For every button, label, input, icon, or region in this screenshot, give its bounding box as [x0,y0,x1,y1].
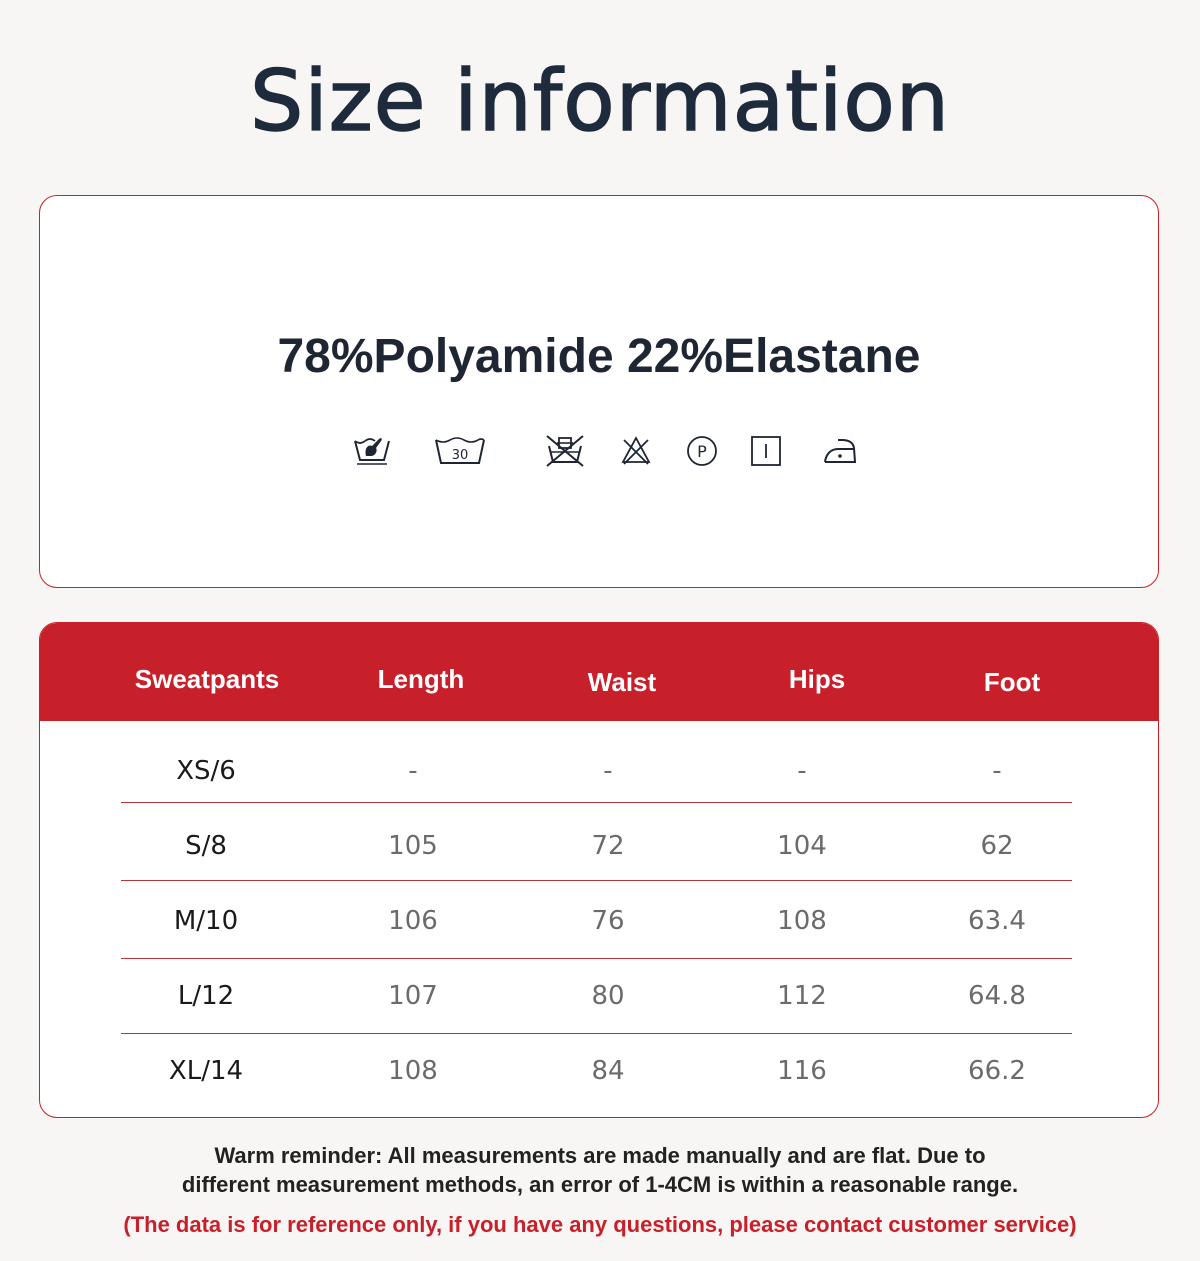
size-table [39,622,1159,1118]
length-cell: - [408,756,418,786]
column-header-foot: Foot [983,667,1041,697]
size-cell: M/10 [173,906,239,936]
table-row [40,1056,1158,1096]
hips-cell: - [797,756,807,786]
foot-cell: 64.8 [968,981,1026,1011]
size-cell: XS/6 [176,756,236,786]
hips-cell: 104 [777,831,827,861]
wash-30-icon [433,434,487,468]
reference-note: (The data is for reference only, if you have any questions, please contact customer service) [123,1212,1077,1237]
hips-cell: 108 [777,906,827,936]
column-header-waist: Waist [587,667,657,697]
column-header-length: Length [377,664,465,694]
column-header-hips: Hips [788,664,846,694]
line-dry-icon [750,434,782,468]
foot-cell: 66.2 [968,1056,1026,1086]
table-row [40,981,1158,1021]
size-cell: S/8 [185,831,227,861]
reminder-line-1: Warm reminder: All measurements are made manually and are flat. Due to [214,1143,986,1168]
length-cell: 105 [388,831,438,861]
waist-cell: - [603,756,613,786]
waist-cell: 72 [591,831,625,861]
table-row [40,906,1158,946]
fabric-composition: 78%Polyamide 22%Elastane [277,330,921,383]
table-header [40,623,1158,721]
length-cell: 107 [388,981,438,1011]
low-iron-icon [822,434,858,468]
hand-wash-icon [352,434,392,468]
waist-cell: 80 [591,981,625,1011]
length-cell: 106 [388,906,438,936]
length-cell: 108 [388,1056,438,1086]
row-divider [121,880,1072,881]
size-cell: L/12 [177,981,235,1011]
fabric-card [39,195,1159,588]
hips-cell: 116 [777,1056,827,1086]
row-divider [121,1033,1072,1034]
foot-cell: - [992,756,1002,786]
waist-cell: 76 [591,906,625,936]
foot-cell: 63.4 [968,906,1026,936]
foot-cell: 62 [980,831,1014,861]
care-icons [40,434,1158,474]
table-row [40,831,1158,871]
do-not-bleach-icon [620,434,652,468]
row-divider [121,958,1072,959]
warm-reminder [0,1141,1200,1199]
size-cell: XL/14 [168,1056,244,1086]
dry-clean-p-icon [685,434,719,468]
hips-cell: 112 [777,981,827,1011]
table-row [40,756,1158,796]
svg-text:P: P [697,442,707,461]
reminder-line-2: different measurement methods, an error of 1-4CM is within a reasonable range. [181,1172,1019,1197]
waist-cell: 84 [591,1056,625,1086]
do-not-tumble-dry-icon [543,434,587,468]
column-header-sweatpants: Sweatpants [134,664,280,694]
page-title: Size information [250,52,950,150]
svg-text:30: 30 [451,448,469,463]
row-divider [121,802,1072,803]
